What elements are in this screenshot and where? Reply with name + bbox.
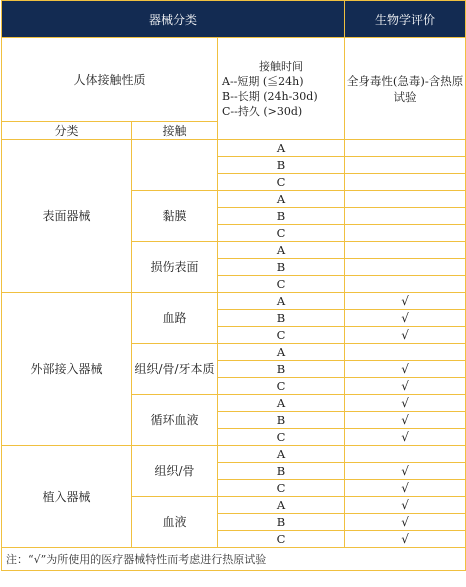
- pyrogen-check-cell: [345, 242, 466, 259]
- duration-cell: C: [218, 480, 345, 497]
- duration-cell: C: [218, 276, 345, 293]
- duration-cell: C: [218, 531, 345, 548]
- eval-item-label: 全身毒性(急毒)-含热原试验: [345, 38, 466, 140]
- contact-cell: [132, 140, 218, 191]
- pyrogen-check-cell: √: [345, 310, 466, 327]
- duration-cell: A: [218, 446, 345, 463]
- pyrogen-check-cell: √: [345, 463, 466, 480]
- duration-cell: C: [218, 327, 345, 344]
- duration-cell: A: [218, 344, 345, 361]
- contact-cell: 组织/骨/牙本质: [132, 344, 218, 395]
- pyrogen-check-cell: [345, 446, 466, 463]
- table-row: [2, 446, 466, 463]
- duration-cell: B: [218, 412, 345, 429]
- pyrogen-check-cell: √: [345, 293, 466, 310]
- pyrogen-check-cell: √: [345, 480, 466, 497]
- col-category-label: 分类: [2, 122, 132, 140]
- footnote: 注：“√”为所使用的医疗器械特性而考虑进行热原试验: [2, 548, 466, 571]
- pyrogen-check-cell: [345, 344, 466, 361]
- duration-cell: B: [218, 157, 345, 174]
- duration-cell: C: [218, 429, 345, 446]
- body-contact-label: 人体接触性质: [2, 38, 218, 122]
- duration-cell: B: [218, 514, 345, 531]
- pyrogen-check-cell: √: [345, 378, 466, 395]
- contact-cell: 组织/骨: [132, 446, 218, 497]
- duration-cell: B: [218, 259, 345, 276]
- duration-cell: A: [218, 497, 345, 514]
- duration-cell: C: [218, 174, 345, 191]
- contact-cell: 损伤表面: [132, 242, 218, 293]
- pyrogen-check-cell: [345, 225, 466, 242]
- duration-cell: B: [218, 463, 345, 480]
- col-contact-label: 接触: [132, 122, 218, 140]
- table-row: [2, 140, 466, 157]
- duration-cell: A: [218, 191, 345, 208]
- category-cell: 植入器械: [2, 446, 132, 548]
- pyrogen-check-cell: [345, 191, 466, 208]
- pyrogen-check-cell: √: [345, 497, 466, 514]
- duration-cell: A: [218, 293, 345, 310]
- bio-eval-table: [1, 0, 466, 571]
- pyrogen-check-cell: √: [345, 514, 466, 531]
- pyrogen-check-cell: √: [345, 412, 466, 429]
- duration-cell: A: [218, 242, 345, 259]
- header-bio-eval: 生物学评价: [345, 1, 466, 38]
- category-cell: 表面器械: [2, 140, 132, 293]
- pyrogen-check-cell: [345, 208, 466, 225]
- pyrogen-check-cell: [345, 140, 466, 157]
- contact-time-c: C--持久 (>30d): [222, 104, 303, 118]
- pyrogen-check-cell: √: [345, 327, 466, 344]
- duration-cell: C: [218, 378, 345, 395]
- table-row: [2, 293, 466, 310]
- pyrogen-check-cell: [345, 157, 466, 174]
- pyrogen-check-cell: [345, 259, 466, 276]
- contact-time-b: B--长期 (24h-30d): [222, 89, 318, 103]
- duration-cell: B: [218, 310, 345, 327]
- contact-cell: 血路: [132, 293, 218, 344]
- duration-cell: B: [218, 361, 345, 378]
- contact-time-legend: [218, 38, 345, 140]
- contact-time-a: A--短期 (≦24h): [222, 74, 304, 88]
- duration-cell: A: [218, 140, 345, 157]
- contact-cell: 循环血液: [132, 395, 218, 446]
- duration-cell: A: [218, 395, 345, 412]
- pyrogen-check-cell: [345, 276, 466, 293]
- category-cell: 外部接入器械: [2, 293, 132, 446]
- duration-cell: C: [218, 225, 345, 242]
- contact-time-title: 接触时间: [259, 59, 304, 73]
- pyrogen-check-cell: √: [345, 395, 466, 412]
- contact-cell: 黏膜: [132, 191, 218, 242]
- contact-cell: 血液: [132, 497, 218, 548]
- pyrogen-check-cell: √: [345, 429, 466, 446]
- header-device-class: 器械分类: [2, 1, 345, 38]
- pyrogen-check-cell: √: [345, 531, 466, 548]
- duration-cell: B: [218, 208, 345, 225]
- pyrogen-check-cell: [345, 174, 466, 191]
- pyrogen-check-cell: √: [345, 361, 466, 378]
